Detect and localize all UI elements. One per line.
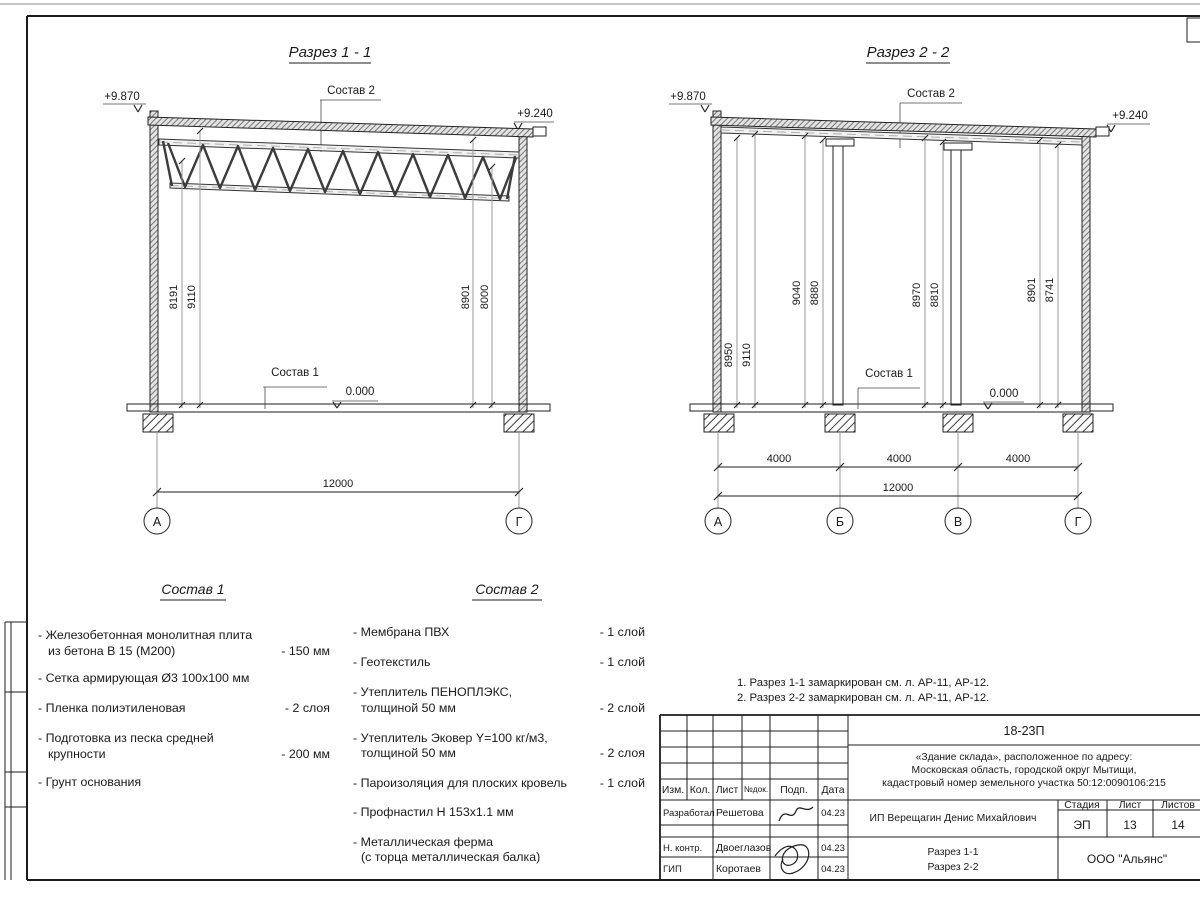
level-mark-right xyxy=(1107,110,1150,132)
right-wall xyxy=(519,131,527,412)
sheet-label: Лист xyxy=(1118,800,1142,811)
level-text: +9.240 xyxy=(1112,110,1148,122)
dim-8950: 8950 xyxy=(723,342,735,368)
level-text: 0.000 xyxy=(345,386,375,398)
list-item: - Мембрана ПВХ xyxy=(353,625,450,639)
apron-left xyxy=(127,404,150,411)
floor-slab xyxy=(713,404,1090,412)
list-item: (с торца металлическая балка) xyxy=(361,850,541,864)
dim-9040: 9040 xyxy=(791,280,803,306)
list-item: - Профнастил Н 153х1.1 мм xyxy=(353,805,514,819)
truss-top-chord xyxy=(159,139,519,158)
section-2-2 xyxy=(669,44,1150,534)
axis-letter: Б xyxy=(835,515,845,529)
column-1 xyxy=(826,139,854,405)
title-block xyxy=(660,715,1200,880)
callout-text: Состав 2 xyxy=(327,85,375,97)
axis-letter: Г xyxy=(1074,515,1082,529)
name-reshetova: Решетова xyxy=(716,808,764,819)
apron-right xyxy=(1090,404,1113,411)
name-dvoeglazov: Двоеглазов xyxy=(716,843,772,854)
dim-9110: 9110 xyxy=(741,343,753,367)
section-1-1 xyxy=(103,44,554,534)
foundation-pad xyxy=(1063,414,1093,432)
dim-ticks xyxy=(734,131,1061,408)
dim-8741: 8741 xyxy=(1044,277,1056,303)
notes xyxy=(737,677,989,704)
list-item: - Утеплитель ПЕНОПЛЭКС, xyxy=(353,685,513,699)
right-wall xyxy=(1082,133,1090,412)
role-nkontr: Н. контр. xyxy=(663,843,703,854)
foundation-pad xyxy=(143,414,173,432)
stage-value: ЭП xyxy=(1073,818,1091,832)
left-wall xyxy=(713,111,721,412)
axis-letter: А xyxy=(152,515,162,529)
left-wall xyxy=(150,111,158,412)
dim-ticks xyxy=(179,128,495,408)
sheets-label: Листов xyxy=(1161,800,1195,811)
list-item: толщиной 50 мм xyxy=(361,746,456,760)
list-value: - 200 мм xyxy=(281,747,330,761)
date-1: 04.23 xyxy=(821,808,845,819)
callout-text: Состав 1 xyxy=(865,368,913,380)
list-item: - Железобетонная монолитная плита xyxy=(38,628,253,642)
callout-text: Состав 1 xyxy=(271,367,319,379)
dim-total: 12000 xyxy=(882,482,914,494)
dim-8901: 8901 xyxy=(460,284,472,310)
dim-8810: 8810 xyxy=(929,282,941,308)
dim-total: 12000 xyxy=(322,478,354,490)
foundation-pad xyxy=(704,414,734,432)
level-mark-left xyxy=(103,91,146,112)
col-data: Дата xyxy=(821,785,845,796)
list-item: - Пароизоляция для плоских кровель xyxy=(353,776,567,790)
client-name: ИП Верещагин Денис Михайлович xyxy=(869,813,1037,824)
col-podp: Подп. xyxy=(780,785,808,796)
level-text: +9.870 xyxy=(104,91,140,103)
dim-8901: 8901 xyxy=(1026,277,1038,303)
col-list: Лист xyxy=(715,785,739,796)
dim-bay: 4000 xyxy=(1005,453,1031,465)
list-item: - Грунт основания xyxy=(38,775,142,789)
interior-dim-lines xyxy=(737,134,1058,408)
apron-right xyxy=(527,404,550,411)
axis-letter: В xyxy=(953,515,963,529)
list-value: - 2 слоя xyxy=(284,701,330,715)
corner-stamp-box xyxy=(1187,18,1200,42)
project-line: Московская область, городской округ Мытищи, xyxy=(911,765,1137,776)
note-line: 2. Разрез 2-2 замаркирован см. л. АР-11, АР-12. xyxy=(737,692,990,704)
project-line: кадастровый номер земельного участка 50:12:0090106:215 xyxy=(882,778,1166,789)
floor-callout xyxy=(263,367,327,409)
zero-level-mark xyxy=(332,386,378,408)
signature-2 xyxy=(775,845,809,874)
zero-level-mark xyxy=(983,388,1024,409)
left-margin-cells xyxy=(5,622,27,880)
sheets-total: 14 xyxy=(1171,818,1185,832)
dim-8880: 8880 xyxy=(809,280,821,306)
list-value: - 2 слоя xyxy=(599,746,645,760)
doc-number: 18-23П xyxy=(1003,724,1045,738)
date-2: 04.23 xyxy=(821,843,845,854)
date-3: 04.23 xyxy=(821,864,845,875)
sheet-name-line: Разрез 2-2 xyxy=(927,862,979,873)
roof-slab xyxy=(148,117,533,137)
organization-name: ООО "Альянс" xyxy=(1086,852,1168,866)
list-item: крупности xyxy=(48,747,106,761)
dim-8191: 8191 xyxy=(168,284,180,310)
list-value: - 2 слой xyxy=(599,701,645,715)
col-izm: Изм. xyxy=(661,785,685,796)
foundation-pad xyxy=(825,414,855,432)
sostav-2-list xyxy=(353,581,645,864)
list-item: из бетона В 15 (М200) xyxy=(48,644,176,658)
axis-lines xyxy=(157,432,519,508)
list-item: - Металлическая ферма xyxy=(353,835,493,849)
list-item: толщиной 50 мм xyxy=(361,701,456,715)
level-text: +9.870 xyxy=(670,91,706,103)
apron-left xyxy=(690,404,713,411)
list-title: Состав 1 xyxy=(161,581,225,597)
list-value: - 1 слой xyxy=(599,655,645,669)
foundation-pad xyxy=(504,414,534,432)
dim-9110: 9110 xyxy=(186,285,198,309)
level-text: +9.240 xyxy=(517,108,553,120)
signature-1 xyxy=(779,807,813,821)
section2-title: Разрез 2 - 2 xyxy=(866,44,950,61)
roof-end-cap xyxy=(533,127,546,136)
dim-8970: 8970 xyxy=(911,282,923,308)
roof-end-cap xyxy=(1096,127,1109,136)
list-value: - 150 мм xyxy=(281,644,330,658)
list-item: - Утеплитель Эковер Y=100 кг/м3, xyxy=(353,731,548,745)
col-ndok: №док. xyxy=(743,784,769,794)
interior-dim-lines xyxy=(182,131,492,408)
floor-callout xyxy=(858,368,920,409)
list-item: - Геотекстиль xyxy=(353,655,431,669)
section1-title: Разрез 1 - 1 xyxy=(288,44,372,61)
level-text: 0.000 xyxy=(989,388,1019,400)
role-razrabotal: Разработал xyxy=(663,808,715,819)
dim-bay: 4000 xyxy=(886,453,912,465)
axis-lines xyxy=(718,432,1078,508)
list-item: - Подготовка из песка средней xyxy=(38,731,214,745)
note-line: 1. Разрез 1-1 замаркирован см. л. АР-11, АР-12. xyxy=(737,677,990,689)
list-value: - 1 слой xyxy=(599,776,645,790)
column-2 xyxy=(944,143,972,405)
list-value: - 1 слой xyxy=(599,625,645,639)
list-item: - Пленка полиэтиленовая xyxy=(38,701,186,715)
axis-letter: Г xyxy=(515,515,523,529)
sheet-name-line: Разрез 1-1 xyxy=(927,847,979,858)
project-line: «Здание склада», расположенное по адресу: xyxy=(915,752,1133,763)
name-korotaev: Коротаев xyxy=(716,864,761,875)
role-gip: ГИП xyxy=(663,864,682,875)
level-mark-left xyxy=(669,91,712,112)
dim-bay: 4000 xyxy=(766,453,792,465)
truss xyxy=(159,139,519,201)
sheet-number: 13 xyxy=(1123,818,1137,832)
list-item: - Сетка армирующая Ø3 100х100 мм xyxy=(38,671,250,685)
stage-label: Стадия xyxy=(1064,800,1100,811)
foundation-pad xyxy=(943,414,973,432)
sostav-1-list xyxy=(38,581,330,789)
dim-8000: 8000 xyxy=(479,284,491,310)
callout-text: Состав 2 xyxy=(907,88,955,100)
axis-letter: А xyxy=(713,515,723,529)
roof-callout xyxy=(320,85,381,152)
list-title: Состав 2 xyxy=(475,581,539,597)
col-kol: Кол. xyxy=(689,785,711,796)
